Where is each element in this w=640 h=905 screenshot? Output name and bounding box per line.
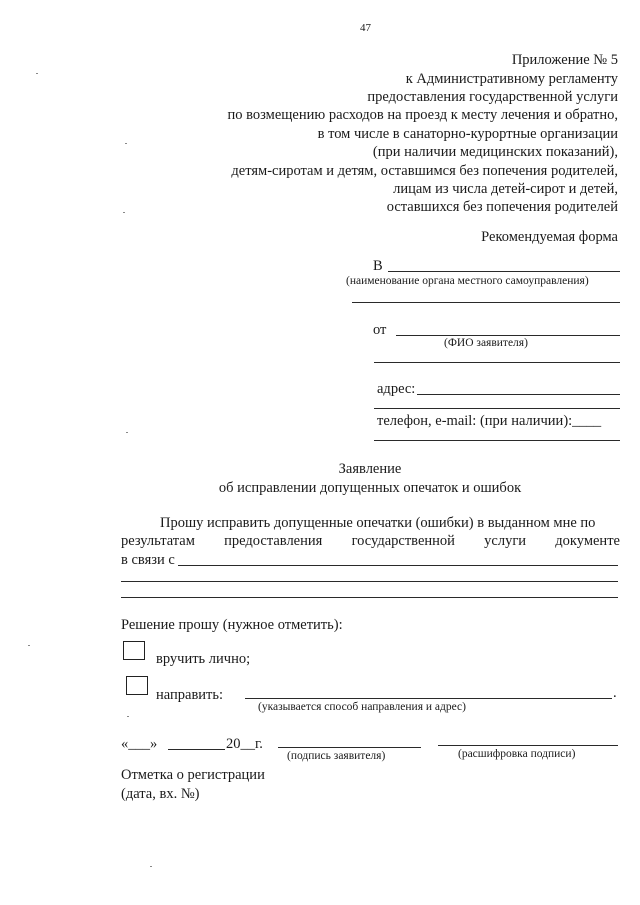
to-caption: (наименование органа местного самоуправления) <box>346 275 589 287</box>
reason-field-line[interactable] <box>178 565 618 566</box>
paragraph-line: Прошу исправить допущенные опечатки (ошибки) в выданном мне по <box>160 515 596 531</box>
signature-line[interactable] <box>278 747 421 748</box>
document-title: Заявление <box>338 461 402 477</box>
address-label: адрес: <box>377 381 416 397</box>
scan-speck <box>150 866 152 867</box>
date-year: 20__г. <box>226 736 263 752</box>
phone-label: телефон, e-mail: (при наличии):____ <box>377 413 602 429</box>
scan-speck <box>28 645 30 646</box>
signature-caption: (подпись заявителя) <box>287 750 386 762</box>
from-caption: (ФИО заявителя) <box>444 337 528 349</box>
checkbox-send[interactable] <box>126 676 148 695</box>
paragraph-word: предоставления <box>224 533 323 549</box>
send-caption: (указывается способ направления и адрес) <box>258 701 466 713</box>
recommended-form-label: Рекомендуемая форма <box>481 229 618 245</box>
from-field-line[interactable] <box>396 335 620 336</box>
appendix-line: в том числе в санаторно-курортные организации <box>317 126 618 142</box>
appendix-line: к Административному регламенту <box>405 71 618 87</box>
from-field-line-2[interactable] <box>374 362 620 363</box>
document-subtitle: об исправлении допущенных опечаток и ошибок <box>218 480 522 496</box>
address-field-line[interactable] <box>417 394 620 395</box>
send-field-period: . <box>613 685 617 701</box>
paragraph-line-justified <box>121 532 620 551</box>
appendix-line: детям-сиротам и детям, оставшимся без попечения родителей, <box>231 163 618 179</box>
appendix-line: лицам из числа детей-сирот и детей, <box>393 181 618 197</box>
signature-decode-caption: (расшифровка подписи) <box>458 748 576 760</box>
scan-speck <box>36 73 38 74</box>
scan-speck <box>123 212 125 213</box>
appendix-line: оставшихся без попечения родителей <box>386 199 618 215</box>
paragraph-word: документе <box>555 533 620 549</box>
reason-prefix: в связи с <box>121 552 175 568</box>
scan-speck <box>127 716 129 717</box>
decision-label: Решение прошу (нужное отметить): <box>121 617 343 633</box>
send-field-line[interactable] <box>245 698 612 699</box>
date-day: «___» <box>121 736 158 752</box>
checkbox-personal[interactable] <box>123 641 145 660</box>
to-field-line[interactable] <box>388 271 620 272</box>
appendix-line: предоставления государственной услуги <box>367 89 618 105</box>
phone-field-line[interactable] <box>374 440 620 441</box>
paragraph-word: услуги <box>484 533 527 549</box>
appendix-line: по возмещению расходов на проезд к месту лечения и обратно, <box>227 107 618 123</box>
reason-field-line-2[interactable] <box>121 581 618 582</box>
option-send-label: направить: <box>156 687 224 703</box>
registration-sublabel: (дата, вх. №) <box>121 786 200 802</box>
registration-label: Отметка о регистрации <box>121 767 265 783</box>
date-month-line[interactable] <box>168 749 225 750</box>
paragraph-word: государственной <box>351 533 455 549</box>
reason-field-line-3[interactable] <box>121 597 618 598</box>
scan-speck <box>125 143 127 144</box>
signature-decode-line[interactable] <box>438 745 618 746</box>
appendix-line: (при наличии медицинских показаний), <box>372 144 618 160</box>
appendix-line: Приложение № 5 <box>511 52 618 68</box>
to-prefix: В <box>373 258 383 274</box>
paragraph-word: результатам <box>121 533 195 549</box>
from-prefix: от <box>373 322 387 338</box>
option-personal-label: вручить лично; <box>156 651 251 667</box>
address-field-line-2[interactable] <box>374 408 620 409</box>
page-number: 47 <box>360 22 371 34</box>
scan-speck <box>126 432 128 433</box>
to-field-line-2[interactable] <box>352 302 620 303</box>
